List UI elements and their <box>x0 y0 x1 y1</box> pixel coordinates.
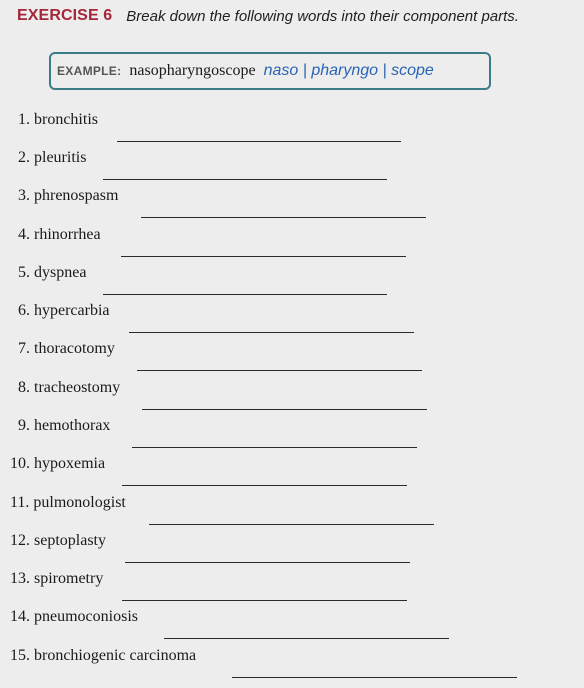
item-term: 3. phrenospasm <box>18 187 119 204</box>
example-answer: naso | pharyngo | scope <box>263 62 434 79</box>
answer-line[interactable] <box>137 370 422 371</box>
answer-line[interactable] <box>129 332 414 333</box>
exercise-item <box>0 111 584 135</box>
item-term: 9. hemothorax <box>18 417 111 434</box>
exercise-item <box>0 494 584 518</box>
item-term: 8. tracheostomy <box>18 379 121 396</box>
answer-line[interactable] <box>142 409 427 410</box>
instruction-text: Break down the following words into their component parts. <box>126 7 519 25</box>
exercise-item <box>0 532 584 556</box>
exercise-item <box>0 226 584 250</box>
answer-line[interactable] <box>132 447 417 448</box>
item-term: 2. pleuritis <box>18 149 87 166</box>
answer-line[interactable] <box>122 600 407 601</box>
answer-line[interactable] <box>121 256 406 257</box>
exercise-item <box>0 647 584 671</box>
item-term: 5. dyspnea <box>18 264 87 281</box>
item-term: 15. bronchiogenic carcinoma <box>10 647 197 664</box>
exercise-item <box>0 149 584 173</box>
item-term: 13. spirometry <box>10 570 104 587</box>
answer-line[interactable] <box>125 562 410 563</box>
exercise-item <box>0 570 584 594</box>
answer-line[interactable] <box>103 294 387 295</box>
answer-line[interactable] <box>117 141 401 142</box>
exercise-label: EXERCISE 6 <box>17 7 113 24</box>
example-tag: EXAMPLE: <box>57 64 122 78</box>
example-word: nasopharyngoscope <box>129 62 256 79</box>
example-box <box>49 52 491 90</box>
exercise-item <box>0 608 584 632</box>
exercise-item <box>0 264 584 288</box>
item-term: 4. rhinorrhea <box>18 226 101 243</box>
answer-line[interactable] <box>141 217 426 218</box>
exercise-header <box>17 5 584 27</box>
item-term: 6. hypercarbia <box>18 302 110 319</box>
item-term: 7. thoracotomy <box>18 340 115 357</box>
exercise-item <box>0 302 584 326</box>
exercise-item <box>0 417 584 441</box>
item-term: 12. septoplasty <box>10 532 106 549</box>
exercise-item <box>0 455 584 479</box>
answer-line[interactable] <box>122 485 407 486</box>
answer-line[interactable] <box>232 677 517 678</box>
exercise-item <box>0 187 584 211</box>
answer-line[interactable] <box>103 179 387 180</box>
exercise-item <box>0 340 584 364</box>
item-term: 10. hypoxemia <box>10 455 106 472</box>
answer-line[interactable] <box>149 524 434 525</box>
item-term: 1. bronchitis <box>18 111 98 128</box>
item-term: 14. pneumoconiosis <box>10 608 138 625</box>
answer-line[interactable] <box>164 638 449 639</box>
exercise-item <box>0 379 584 403</box>
item-term: 11. pulmonologist <box>10 494 126 511</box>
